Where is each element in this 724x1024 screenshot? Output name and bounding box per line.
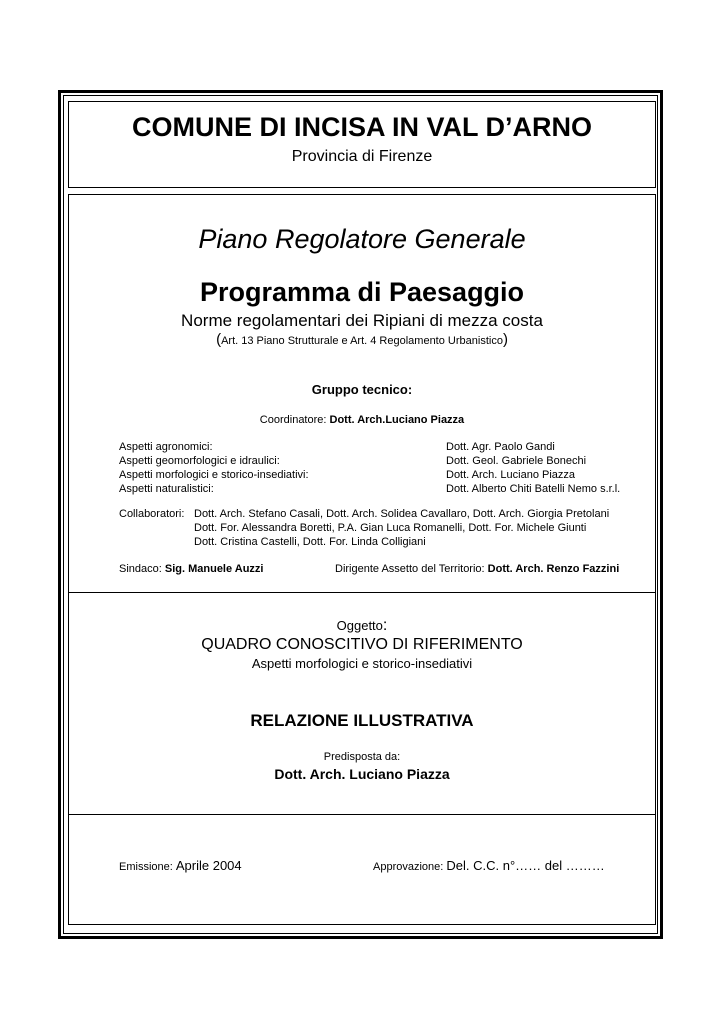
team-heading: Gruppo tecnico: [311, 382, 413, 397]
aspect-label: Aspetti naturalistici: [119, 483, 214, 495]
aspect-label: Aspetti geomorfologici e idraulici: [119, 455, 280, 467]
aspect-label: Aspetti morfologici e storico-insediativi: [119, 469, 309, 481]
provincia-subtitle: Provincia di Firenze [291, 148, 433, 165]
dirigente-name: Dott. Arch. Renzo Fazzini [487, 563, 620, 575]
sindaco-line [119, 563, 263, 575]
aspect-name: Dott. Geol. Gabriele Bonechi [446, 455, 587, 467]
plan-description: Norme regolamentari dei Ripiani di mezza costa [181, 311, 543, 330]
collaborators-line: Dott. Arch. Stefano Casali, Dott. Arch. Solidea Cavallaro, Dott. Arch. Giorgia Pretolani [194, 508, 610, 520]
comune-title: COMUNE DI INCISA IN VAL D’ARNO [131, 112, 592, 142]
aspect-label: Aspetti agronomici: [119, 441, 213, 453]
approvazione-value: Del. C.C. n°…… del ……… [446, 858, 605, 873]
aspect-name: Dott. Alberto Chiti Batelli Nemo s.r.l. [446, 483, 621, 495]
prepared-label: Predisposta da: [323, 751, 401, 763]
approvazione-line [373, 857, 605, 875]
collaborators-label: Collaboratori: [119, 508, 185, 520]
aspect-name: Dott. Agr. Paolo Gandi [446, 441, 555, 453]
prepared-by: Dott. Arch. Luciano Piazza [274, 766, 450, 782]
emissione-value: Aprile 2004 [175, 858, 242, 873]
dirigente-line [335, 563, 619, 575]
subject-label: Oggetto [336, 618, 383, 633]
subject-subtitle: Aspetti morfologici e storico-insediativi [251, 656, 473, 671]
reference-paren-close: ) [502, 331, 508, 348]
section-divider [68, 592, 656, 593]
coordinator-label: Coordinatore: [259, 414, 330, 426]
emissione-label: Emissione: [119, 861, 176, 873]
plan-reference: Art. 13 Piano Strutturale e Art. 4 Regolamento Urbanistico [221, 335, 503, 347]
emissione-line [119, 857, 242, 875]
coordinator-line [0, 414, 724, 426]
subject-colon: : [382, 617, 388, 634]
approvazione-label: Approvazione: [373, 861, 447, 873]
subject-title: QUADRO CONOSCITIVO DI RIFERIMENTO [201, 636, 523, 653]
sindaco-label: Sindaco: [119, 563, 165, 575]
sindaco-name: Sig. Manuele Auzzi [164, 563, 264, 575]
footer-divider [68, 814, 656, 815]
collaborators-line: Dott. For. Alessandra Boretti, P.A. Gian Luca Romanelli, Dott. For. Michele Giunti [194, 522, 587, 534]
reference-paren-open: ( [216, 331, 222, 348]
coordinator-name: Dott. Arch.Luciano Piazza [329, 414, 465, 426]
dirigente-label: Dirigente Assetto del Territorio: [335, 563, 488, 575]
plan-subtitle: Programma di Paesaggio [199, 277, 525, 307]
plan-reference-line [0, 331, 724, 349]
plan-title: Piano Regolatore Generale [198, 224, 526, 254]
collaborators-line: Dott. Cristina Castelli, Dott. For. Linda Colligiani [194, 536, 426, 548]
report-title: RELAZIONE ILLUSTRATIVA [250, 711, 474, 730]
subject-label-line [0, 617, 724, 635]
aspect-name: Dott. Arch. Luciano Piazza [446, 469, 576, 481]
